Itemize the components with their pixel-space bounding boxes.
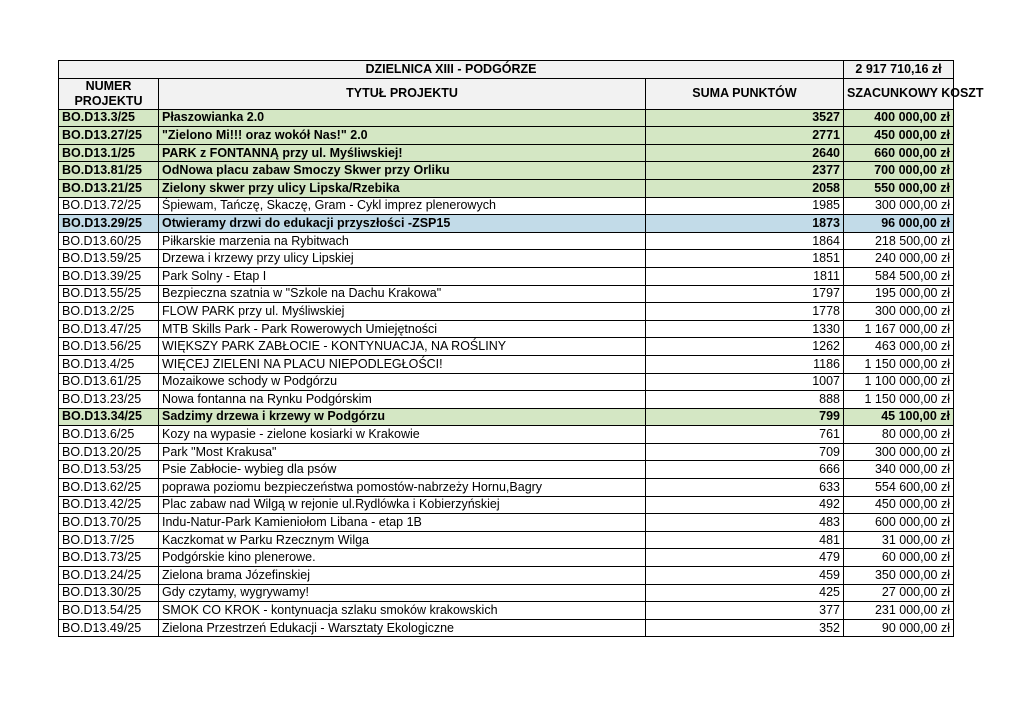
- project-title: Gdy czytamy, wygrywamy!: [159, 584, 646, 602]
- project-row[interactable]: [59, 355, 954, 373]
- project-cost: 400 000,00 zł: [844, 109, 954, 127]
- project-number: BO.D13.54/25: [59, 602, 159, 620]
- project-number: BO.D13.55/25: [59, 285, 159, 303]
- project-cost: 660 000,00 zł: [844, 144, 954, 162]
- project-cost: 218 500,00 zł: [844, 232, 954, 250]
- project-cost: 554 600,00 zł: [844, 479, 954, 497]
- project-number: BO.D13.81/25: [59, 162, 159, 180]
- project-points: 761: [646, 426, 844, 444]
- project-number: BO.D13.47/25: [59, 320, 159, 338]
- project-number: BO.D13.3/25: [59, 109, 159, 127]
- budget-results-table: [58, 60, 984, 637]
- project-title: Kaczkomat w Parku Rzecznym Wilga: [159, 531, 646, 549]
- district-total-cost: 2 917 710,16 zł: [844, 61, 954, 79]
- project-number: BO.D13.49/25: [59, 619, 159, 637]
- project-points: 1985: [646, 197, 844, 215]
- project-number: BO.D13.21/25: [59, 179, 159, 197]
- project-row[interactable]: [59, 144, 954, 162]
- project-number: BO.D13.70/25: [59, 514, 159, 532]
- project-cost: 96 000,00 zł: [844, 215, 954, 233]
- project-points: 633: [646, 479, 844, 497]
- project-row[interactable]: [59, 109, 954, 127]
- project-points: 1797: [646, 285, 844, 303]
- project-row[interactable]: [59, 426, 954, 444]
- project-cost: 60 000,00 zł: [844, 549, 954, 567]
- project-title: FLOW PARK przy ul. Myśliwskiej: [159, 303, 646, 321]
- project-number: BO.D13.27/25: [59, 127, 159, 145]
- project-row[interactable]: [59, 531, 954, 549]
- project-number: BO.D13.62/25: [59, 479, 159, 497]
- column-header-number: NUMER PROJEKTU: [59, 78, 159, 109]
- project-cost: 1 167 000,00 zł: [844, 320, 954, 338]
- project-points: 1007: [646, 373, 844, 391]
- district-header-row: [59, 61, 954, 79]
- project-title: WIĘKSZY PARK ZABŁOCIE - KONTYNUACJA, NA ROŚLINY: [159, 338, 646, 356]
- project-cost: 700 000,00 zł: [844, 162, 954, 180]
- project-points: 377: [646, 602, 844, 620]
- project-number: BO.D13.61/25: [59, 373, 159, 391]
- project-cost: 300 000,00 zł: [844, 303, 954, 321]
- project-row[interactable]: [59, 479, 954, 497]
- project-title: Kozy na wypasie - zielone kosiarki w Krakowie: [159, 426, 646, 444]
- project-row[interactable]: [59, 232, 954, 250]
- project-points: 1864: [646, 232, 844, 250]
- column-header-cost: SZACUNKOWY KOSZT: [844, 78, 954, 109]
- project-row[interactable]: [59, 285, 954, 303]
- project-title: Płaszowianka 2.0: [159, 109, 646, 127]
- project-points: 1873: [646, 215, 844, 233]
- project-points: 1811: [646, 267, 844, 285]
- project-points: 3527: [646, 109, 844, 127]
- project-title: Drzewa i krzewy przy ulicy Lipskiej: [159, 250, 646, 268]
- project-title: Mozaikowe schody w Podgórzu: [159, 373, 646, 391]
- project-row[interactable]: [59, 619, 954, 637]
- project-cost: 584 500,00 zł: [844, 267, 954, 285]
- project-number: BO.D13.56/25: [59, 338, 159, 356]
- project-title: OdNowa placu zabaw Smoczy Skwer przy Orliku: [159, 162, 646, 180]
- project-points: 1851: [646, 250, 844, 268]
- project-number: BO.D13.39/25: [59, 267, 159, 285]
- project-title: Piłkarskie marzenia na Rybitwach: [159, 232, 646, 250]
- project-title: Indu-Natur-Park Kamieniołom Libana - etap 1B: [159, 514, 646, 532]
- project-title: Zielona Przestrzeń Edukacji - Warsztaty Ekologiczne: [159, 619, 646, 637]
- project-title: Sadzimy drzewa i krzewy w Podgórzu: [159, 408, 646, 426]
- project-row[interactable]: [59, 373, 954, 391]
- project-row[interactable]: [59, 179, 954, 197]
- project-points: 888: [646, 391, 844, 409]
- column-header-title: TYTUŁ PROJEKTU: [159, 78, 646, 109]
- project-row[interactable]: [59, 514, 954, 532]
- project-row[interactable]: [59, 496, 954, 514]
- project-points: 352: [646, 619, 844, 637]
- project-title: "Zielono Mi!!! oraz wokół Nas!" 2.0: [159, 127, 646, 145]
- project-cost: 600 000,00 zł: [844, 514, 954, 532]
- project-title: Otwieramy drzwi do edukacji przyszłości -ZSP15: [159, 215, 646, 233]
- project-cost: 300 000,00 zł: [844, 197, 954, 215]
- project-number: BO.D13.34/25: [59, 408, 159, 426]
- project-title: Plac zabaw nad Wilgą w rejonie ul.Rydlówka i Kobierzyńskiej: [159, 496, 646, 514]
- project-points: 1778: [646, 303, 844, 321]
- project-points: 1262: [646, 338, 844, 356]
- project-cost: 195 000,00 zł: [844, 285, 954, 303]
- project-points: 483: [646, 514, 844, 532]
- project-title: Nowa fontanna na Rynku Podgórskim: [159, 391, 646, 409]
- project-title: Zielony skwer przy ulicy Lipska/Rzebika: [159, 179, 646, 197]
- project-row[interactable]: [59, 215, 954, 233]
- project-number: BO.D13.2/25: [59, 303, 159, 321]
- project-points: 2771: [646, 127, 844, 145]
- project-row[interactable]: [59, 197, 954, 215]
- project-title: poprawa poziomu bezpieczeństwa pomostów-nabrzeży Hornu,Bagry: [159, 479, 646, 497]
- project-points: 799: [646, 408, 844, 426]
- project-cost: 90 000,00 zł: [844, 619, 954, 637]
- project-row[interactable]: [59, 391, 954, 409]
- project-row[interactable]: [59, 320, 954, 338]
- project-title: Park Solny - Etap I: [159, 267, 646, 285]
- project-cost: 463 000,00 zł: [844, 338, 954, 356]
- project-title: SMOK CO KROK - kontynuacja szlaku smoków krakowskich: [159, 602, 646, 620]
- project-cost: 45 100,00 zł: [844, 408, 954, 426]
- project-title: Śpiewam, Tańczę, Skaczę, Gram - Cykl imprez plenerowych: [159, 197, 646, 215]
- column-header-points: SUMA PUNKTÓW: [646, 78, 844, 109]
- project-row[interactable]: [59, 303, 954, 321]
- project-number: BO.D13.1/25: [59, 144, 159, 162]
- project-number: BO.D13.7/25: [59, 531, 159, 549]
- project-points: 459: [646, 567, 844, 585]
- project-number: BO.D13.60/25: [59, 232, 159, 250]
- project-points: 2377: [646, 162, 844, 180]
- project-row[interactable]: [59, 461, 954, 479]
- project-cost: 80 000,00 zł: [844, 426, 954, 444]
- project-points: 492: [646, 496, 844, 514]
- project-cost: 1 150 000,00 zł: [844, 355, 954, 373]
- project-row[interactable]: [59, 162, 954, 180]
- project-cost: 31 000,00 zł: [844, 531, 954, 549]
- project-title: Bezpieczna szatnia w "Szkole na Dachu Krakowa": [159, 285, 646, 303]
- project-row[interactable]: [59, 267, 954, 285]
- project-cost: 450 000,00 zł: [844, 127, 954, 145]
- project-row[interactable]: [59, 443, 954, 461]
- project-rows: [59, 109, 954, 637]
- project-cost: 300 000,00 zł: [844, 443, 954, 461]
- project-cost: 340 000,00 zł: [844, 461, 954, 479]
- project-number: BO.D13.59/25: [59, 250, 159, 268]
- project-points: 425: [646, 584, 844, 602]
- project-cost: 550 000,00 zł: [844, 179, 954, 197]
- project-points: 2640: [646, 144, 844, 162]
- project-points: 481: [646, 531, 844, 549]
- project-cost: 1 150 000,00 zł: [844, 391, 954, 409]
- project-number: BO.D13.24/25: [59, 567, 159, 585]
- project-number: BO.D13.20/25: [59, 443, 159, 461]
- project-points: 1330: [646, 320, 844, 338]
- project-cost: 1 100 000,00 zł: [844, 373, 954, 391]
- project-points: 666: [646, 461, 844, 479]
- project-cost: 350 000,00 zł: [844, 567, 954, 585]
- project-row[interactable]: [59, 250, 954, 268]
- project-title: Psie Zabłocie- wybieg dla psów: [159, 461, 646, 479]
- project-number: BO.D13.73/25: [59, 549, 159, 567]
- project-points: 2058: [646, 179, 844, 197]
- project-cost: 27 000,00 zł: [844, 584, 954, 602]
- project-number: BO.D13.42/25: [59, 496, 159, 514]
- project-title: MTB Skills Park - Park Rowerowych Umiejętności: [159, 320, 646, 338]
- project-number: BO.D13.6/25: [59, 426, 159, 444]
- project-row[interactable]: [59, 338, 954, 356]
- project-cost: 240 000,00 zł: [844, 250, 954, 268]
- project-row[interactable]: [59, 602, 954, 620]
- project-cost: 231 000,00 zł: [844, 602, 954, 620]
- project-title: WIĘCEJ ZIELENI NA PLACU NIEPODLEGŁOŚCI!: [159, 355, 646, 373]
- project-number: BO.D13.30/25: [59, 584, 159, 602]
- project-points: 709: [646, 443, 844, 461]
- project-points: 1186: [646, 355, 844, 373]
- project-title: PARK z FONTANNĄ przy ul. Myśliwskiej!: [159, 144, 646, 162]
- project-number: BO.D13.72/25: [59, 197, 159, 215]
- project-number: BO.D13.23/25: [59, 391, 159, 409]
- project-number: BO.D13.29/25: [59, 215, 159, 233]
- project-row[interactable]: [59, 549, 954, 567]
- project-number: BO.D13.4/25: [59, 355, 159, 373]
- project-title: Park "Most Krakusa": [159, 443, 646, 461]
- project-points: 479: [646, 549, 844, 567]
- column-header-row: [59, 78, 954, 109]
- project-title: Zielona brama Józefinskiej: [159, 567, 646, 585]
- project-cost: 450 000,00 zł: [844, 496, 954, 514]
- project-row[interactable]: [59, 127, 954, 145]
- project-row[interactable]: [59, 408, 954, 426]
- project-title: Podgórskie kino plenerowe.: [159, 549, 646, 567]
- project-number: BO.D13.53/25: [59, 461, 159, 479]
- project-row[interactable]: [59, 584, 954, 602]
- project-row[interactable]: [59, 567, 954, 585]
- district-title: DZIELNICA XIII - PODGÓRZE: [59, 61, 844, 79]
